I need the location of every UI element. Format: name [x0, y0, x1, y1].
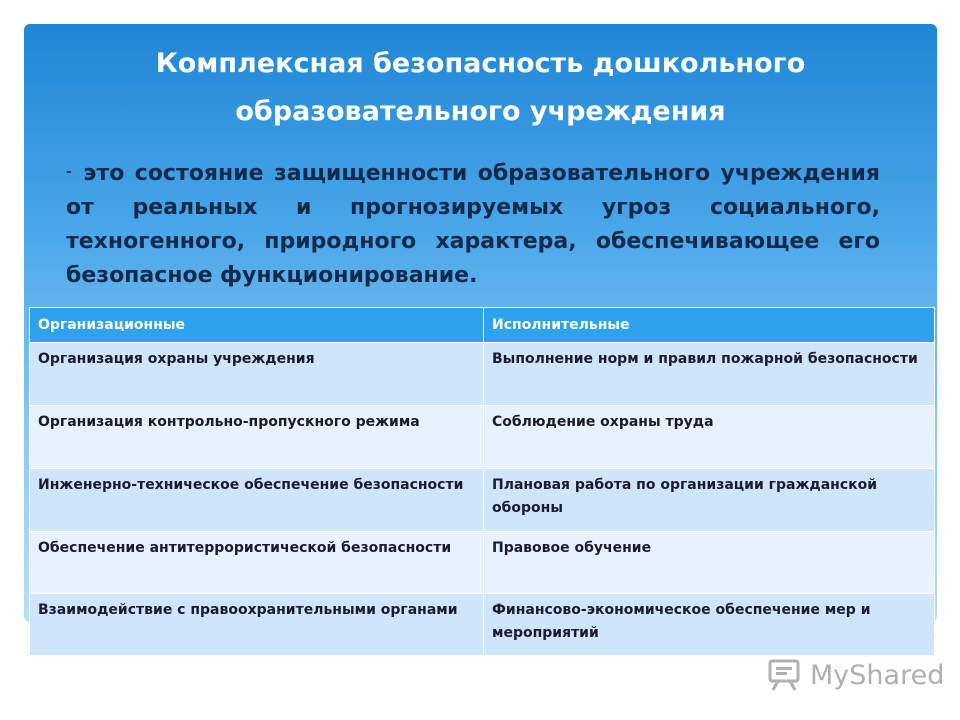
slide-title-line-1: Комплексная безопасность дошкольного — [155, 48, 806, 79]
watermark-text: MyShared — [810, 659, 945, 691]
table-cell: Взаимодействие с правоохранительными органами — [30, 594, 484, 656]
table-row — [30, 532, 935, 594]
myshared-watermark — [766, 655, 944, 695]
slide-title-line-2: образовательного учреждения — [235, 96, 726, 127]
table-cell: Плановая работа по организации гражданской обороны — [484, 469, 935, 532]
table-row — [30, 343, 935, 406]
table-cell: Обеспечение антитеррористической безопасности — [30, 532, 484, 594]
table-cell: Инженерно-техническое обеспечение безопасности — [30, 469, 484, 532]
table-cell: Правовое обучение — [484, 532, 935, 594]
table-cell: Соблюдение охраны труда — [484, 406, 935, 469]
column-header-organizational: Организационные — [30, 308, 484, 343]
table-cell: Организация контрольно-пропускного режима — [30, 406, 484, 469]
table-cell: Организация охраны учреждения — [30, 343, 484, 406]
table-cell: Финансово-экономическое обеспечение мер и мероприятий — [484, 594, 935, 656]
table-header-row — [30, 308, 935, 343]
table-cell: Выполнение норм и правил пожарной безопасности — [484, 343, 935, 406]
table-row — [30, 469, 935, 532]
column-header-executive: Исполнительные — [484, 308, 935, 343]
definition-dash-marker: - — [66, 165, 72, 180]
table-row — [30, 594, 935, 656]
definition-text: это состояние защищенности образовательного учреждения от реальных и прогнозируемых угроз социального, техногенного, природного характера, обеспечивающее его безопасное функционирование. — [66, 161, 880, 288]
presentation-board-icon — [766, 658, 802, 692]
table-row — [30, 406, 935, 469]
safety-measures-table — [29, 307, 935, 656]
slide-title — [24, 40, 937, 136]
definition-paragraph — [66, 156, 880, 293]
